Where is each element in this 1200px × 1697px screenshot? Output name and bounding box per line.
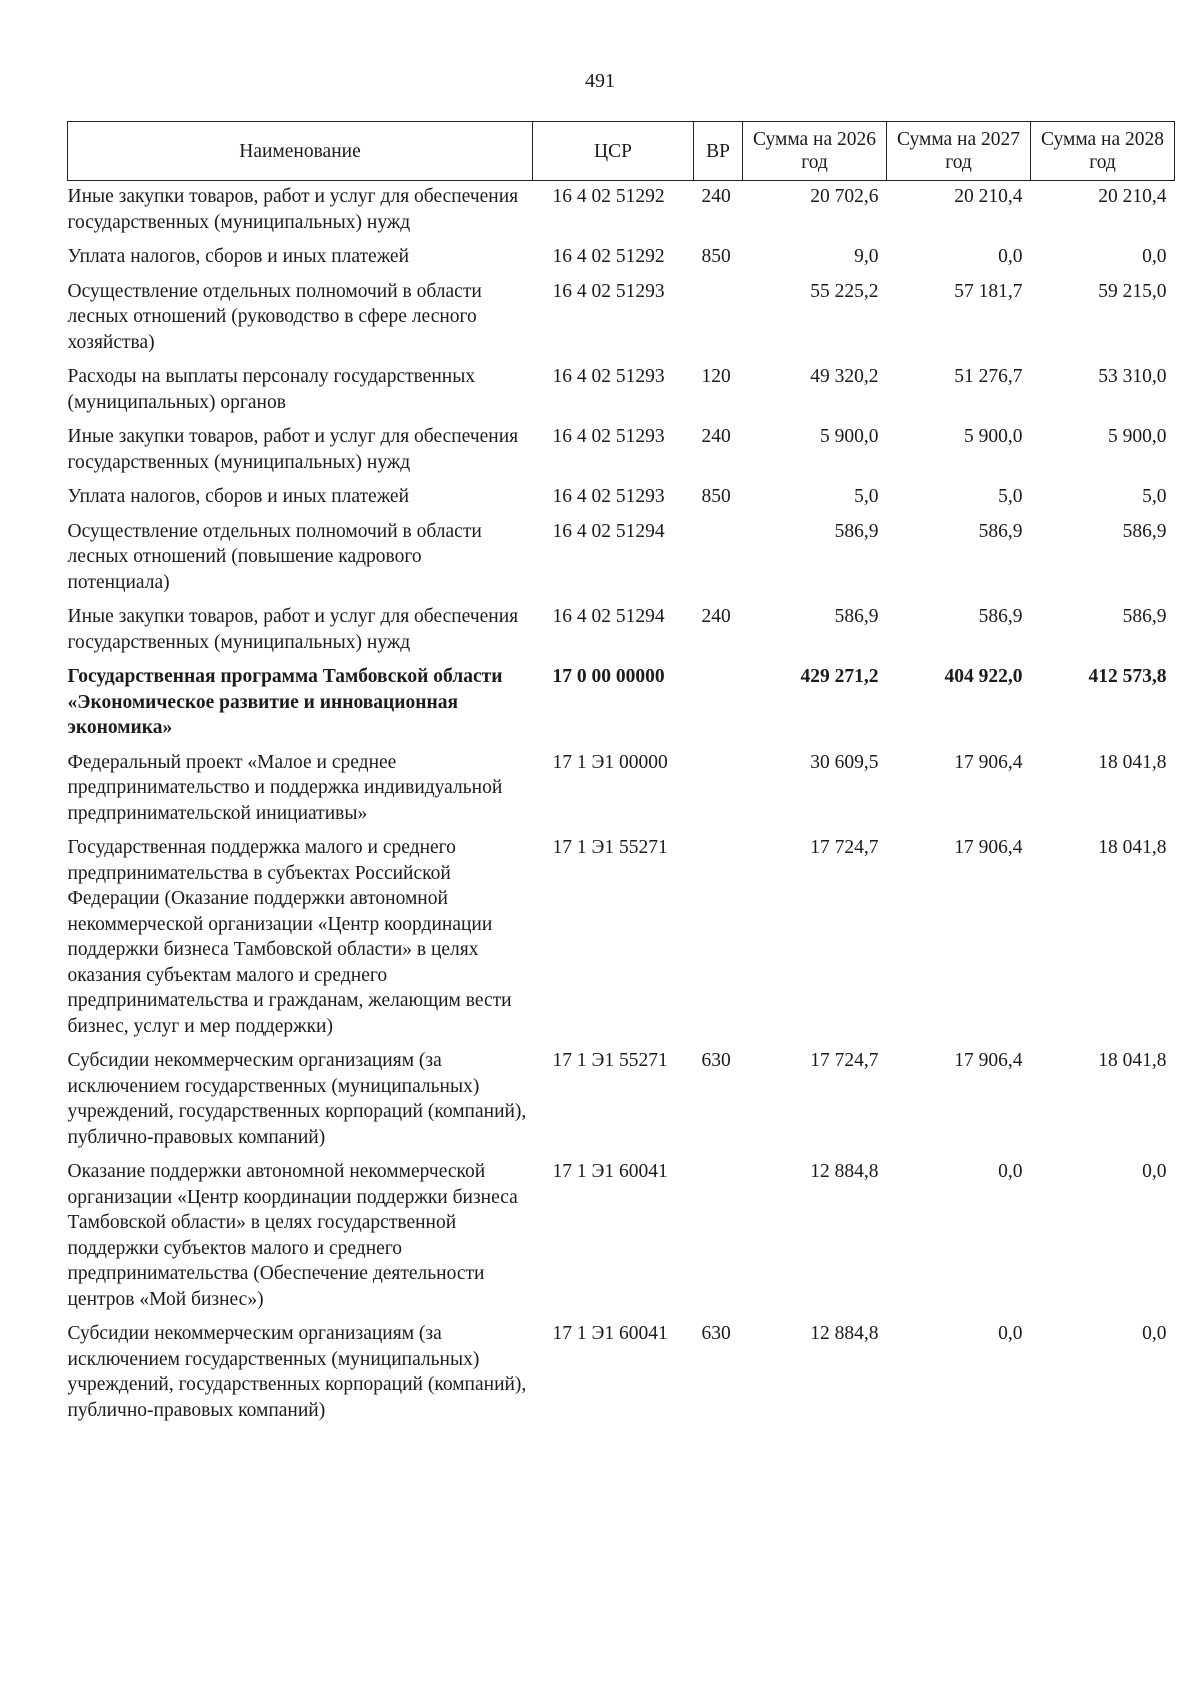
row-sum-2026: 55 225,2 [810,280,879,302]
row-csr: 17 1 Э1 00000 [552,751,668,773]
row-sum-2026: 9,0 [854,246,879,267]
row-name: Осуществление отдельных полномочий в области лесных отношений (руководство в сфере лесного хозяйства) [67,280,482,353]
row-csr: 17 1 Э1 55271 [552,837,668,858]
row-sum-2026: 49 320,2 [810,366,879,387]
row-sum-2026: 30 609,5 [810,751,879,773]
row-sum-2026: 5,0 [854,486,879,507]
row-name: Иные закупки товаров, работ и услуг для обеспечения государственных (муниципальных) нужд [67,606,519,653]
budget-table [67,121,1175,1429]
row-sum-2028: 586,9 [1122,520,1167,542]
row-vr [694,1156,743,1318]
row-vr [694,747,743,833]
row-csr: 16 4 02 51294 [552,520,665,542]
row-csr: 17 1 Э1 60041 [552,1323,668,1344]
header-sum-2026: Сумма на 2026 год [743,122,887,181]
row-sum-2026: 20 702,6 [810,186,879,207]
row-name: Иные закупки товаров, работ и услуг для обеспечения государственных (муниципальных) нужд [67,186,519,233]
row-sum-2028: 0,0 [1142,1161,1167,1182]
row-sum-2027: 0,0 [998,1323,1023,1344]
table-row [68,661,1175,747]
row-name: Осуществление отдельных полномочий в области лесных отношений (повышение кадрового потенциала) [67,520,482,593]
row-sum-2028: 5 900,0 [1108,426,1167,447]
row-csr: 16 4 02 51293 [552,280,665,302]
row-sum-2028: 59 215,0 [1098,280,1167,302]
row-vr: 120 [701,366,731,387]
table-row [68,1318,1175,1429]
row-name: Уплата налогов, сборов и иных платежей [67,486,410,507]
row-csr: 16 4 02 51292 [552,186,665,207]
row-sum-2026: 586,9 [834,606,879,627]
row-sum-2026: 17 724,7 [810,837,879,858]
row-sum-2028: 0,0 [1142,246,1167,267]
row-vr: 850 [701,486,731,507]
row-sum-2027: 586,9 [978,606,1023,627]
table-row [68,361,1175,421]
row-sum-2027: 5,0 [998,486,1023,507]
row-name: Государственная программа Тамбовской области «Экономическое развитие и инновационная экономика» [67,666,503,738]
row-sum-2026: 12 884,8 [810,1161,879,1182]
row-name: Иные закупки товаров, работ и услуг для обеспечения государственных (муниципальных) нужд [67,426,519,473]
row-sum-2027: 17 906,4 [954,751,1023,773]
table-row [68,421,1175,481]
row-name: Оказание поддержки автономной некоммерческой организации «Центр координации поддержки бизнеса Тамбовской области» в целях государственной поддержки субъектов малого и среднего предпринимательства (Обеспечение деятельности центров «Мой бизнес») [67,1161,518,1310]
table-row [68,481,1175,516]
header-vr: ВР [694,122,743,181]
row-sum-2027: 0,0 [998,1161,1023,1182]
row-sum-2027: 586,9 [978,520,1023,542]
row-name: Уплата налогов, сборов и иных платежей [67,246,410,267]
row-sum-2028: 18 041,8 [1098,751,1167,773]
row-vr [694,661,743,747]
row-vr [694,516,743,602]
table-row [68,276,1175,362]
row-sum-2028: 412 573,8 [1088,666,1167,687]
table-row [68,747,1175,833]
row-sum-2028: 20 210,4 [1098,186,1167,207]
row-sum-2027: 51 276,7 [954,366,1023,387]
row-sum-2027: 0,0 [998,246,1023,267]
table-row [68,601,1175,661]
row-csr: 17 1 Э1 60041 [552,1161,668,1182]
row-vr: 240 [701,186,731,207]
row-sum-2028: 0,0 [1142,1323,1167,1344]
row-name: Субсидии некоммерческим организациям (за исключением государственных (муниципальных) учреждений, государственных корпораций (компаний), публично-правовых компаний) [67,1323,527,1421]
row-csr: 16 4 02 51292 [552,246,665,267]
header-name: Наименование [68,122,533,181]
header-sum-2028: Сумма на 2028 год [1031,122,1175,181]
row-name: Федеральный проект «Малое и среднее предпринимательство и поддержка индивидуальной предпринимательской инициативы» [67,751,503,824]
row-sum-2028: 586,9 [1122,606,1167,627]
row-sum-2027: 57 181,7 [954,280,1023,302]
row-sum-2028: 18 041,8 [1098,837,1167,858]
table-row [68,1045,1175,1156]
page-number: 491 [585,70,615,92]
row-csr: 16 4 02 51293 [552,486,665,507]
row-csr: 16 4 02 51294 [552,606,665,627]
row-csr: 16 4 02 51293 [552,366,665,387]
table-row [68,181,1175,242]
row-sum-2027: 20 210,4 [954,186,1023,207]
table-header [68,122,1175,181]
row-name: Субсидии некоммерческим организациям (за исключением государственных (муниципальных) учреждений, государственных корпораций (компаний), публично-правовых компаний) [67,1050,527,1148]
row-sum-2028: 5,0 [1142,486,1167,507]
row-sum-2027: 17 906,4 [954,837,1023,858]
row-vr: 240 [701,606,731,627]
table-row [68,241,1175,276]
row-sum-2026: 17 724,7 [810,1050,879,1071]
row-sum-2026: 12 884,8 [810,1323,879,1344]
row-vr: 850 [701,246,731,267]
row-sum-2026: 586,9 [834,520,879,542]
row-sum-2027: 404 922,0 [944,666,1023,687]
row-csr: 17 1 Э1 55271 [552,1050,668,1071]
table-body [68,181,1175,1430]
row-vr [694,276,743,362]
row-sum-2026: 5 900,0 [820,426,879,447]
table-row [68,1156,1175,1318]
row-name: Государственная поддержка малого и среднего предпринимательства в субъектах Российской Федерации (Оказание поддержки автономной некоммерческой организации «Центр координации поддержки бизнеса Тамбовской области» в целях оказания субъектам малого и среднего предпринимательства и гражданам, желающим вести бизнес, услуг и мер поддержки) [67,837,512,1037]
header-csr: ЦСР [533,122,694,181]
row-sum-2026: 429 271,2 [800,666,879,687]
header-sum-2027: Сумма на 2027 год [887,122,1031,181]
row-sum-2028: 53 310,0 [1098,366,1167,387]
row-vr: 630 [701,1323,731,1344]
table-row [68,516,1175,602]
row-sum-2028: 18 041,8 [1098,1050,1167,1071]
row-name: Расходы на выплаты персоналу государственных (муниципальных) органов [67,366,476,413]
row-csr: 16 4 02 51293 [552,426,665,447]
row-sum-2027: 5 900,0 [964,426,1023,447]
table-row [68,832,1175,1045]
row-vr: 240 [701,426,731,447]
row-sum-2027: 17 906,4 [954,1050,1023,1071]
row-vr: 630 [701,1050,731,1071]
row-vr [694,832,743,1045]
row-csr: 17 0 00 00000 [552,666,665,687]
